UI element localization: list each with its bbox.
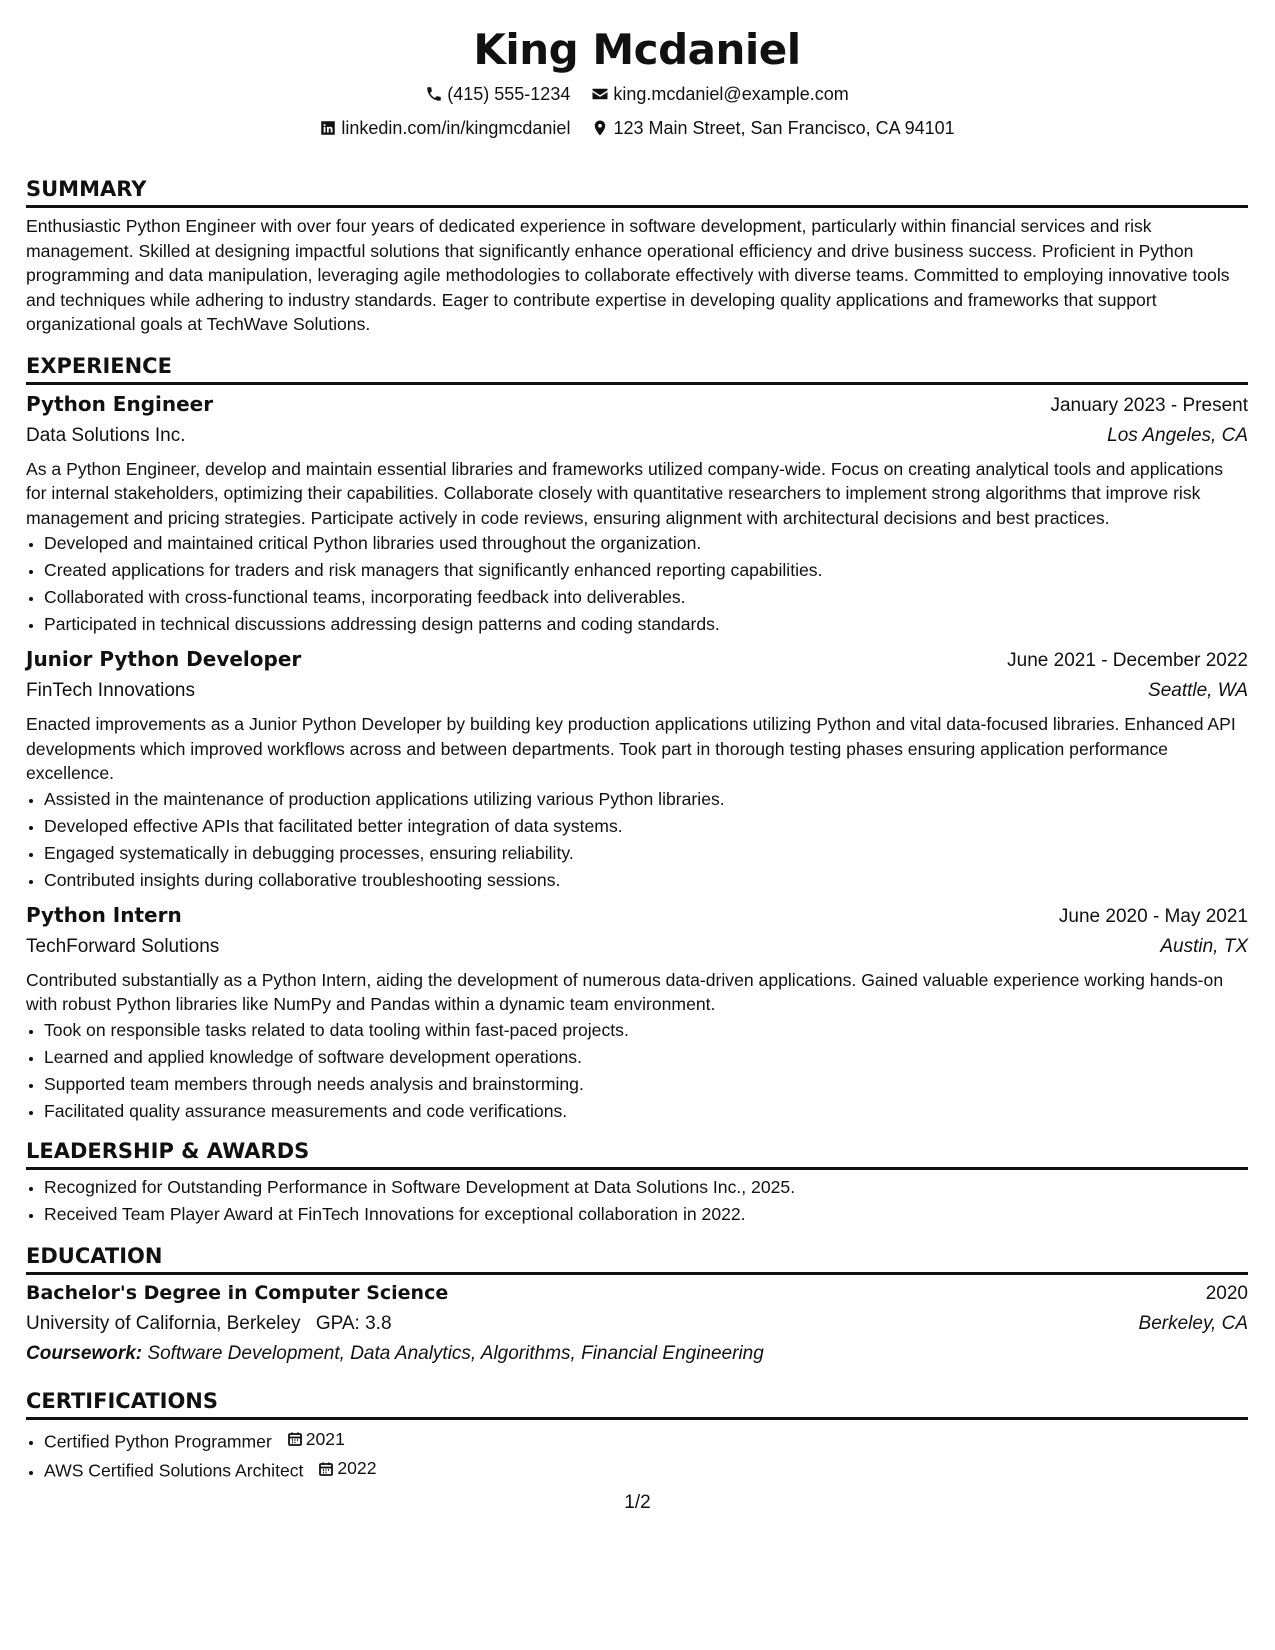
job-entry: [26, 644, 1248, 894]
summary-heading: SUMMARY: [26, 175, 1248, 208]
job-title: Python Intern: [26, 902, 182, 927]
list-item: • Received Team Player Award at FinTech Innovations for exceptional collaboration in 2022.: [44, 1201, 1248, 1228]
certification-year: 2022: [337, 1458, 377, 1478]
job-location: Austin, TX: [1160, 935, 1248, 957]
certifications-section: [26, 1387, 1248, 1485]
phone-icon: [425, 85, 443, 103]
job-bullets: [26, 786, 1248, 894]
envelope-icon: [591, 85, 609, 103]
list-item: • Facilitated quality assurance measurements and code verifications.: [44, 1098, 1248, 1125]
email-address[interactable]: king.mcdaniel@example.com: [613, 84, 849, 104]
linkedin-url[interactable]: linkedin.com/in/kingmcdaniel: [341, 118, 571, 138]
list-item: • Assisted in the maintenance of production applications utilizing various Python libraries.: [44, 786, 1248, 813]
coursework-list: Software Development, Data Analytics, Algorithms, Financial Engineering: [147, 1342, 764, 1364]
summary-text: Enthusiastic Python Engineer with over four years of dedicated experience in software development, particularly within financial services and risk management. Skilled at designing impactful solutions that significantly enhance operational efficiency and drive business success. Proficient in Python programming and data manipulation, leveraging agile methodologies to collaborate effectively with diverse teams. Committed to employing innovative tools and techniques while adhering to industry standards. Eager to contribute expertise in developing quality applications and frameworks that support organizational goals at TechWave Solutions.: [26, 216, 1230, 334]
list-item: [44, 1455, 1248, 1485]
company-name: TechForward Solutions: [26, 935, 220, 957]
experience-section: [26, 352, 1248, 1125]
graduation-year: 2020: [1205, 1282, 1248, 1304]
phone-number: (415) 555-1234: [447, 84, 571, 104]
job-location: Los Angeles, CA: [1107, 424, 1248, 446]
list-item: • Developed and maintained critical Python libraries used throughout the organization.: [44, 530, 1248, 557]
education-section: [26, 1242, 1248, 1369]
job-title: Junior Python Developer: [26, 647, 302, 671]
list-item: • Participated in technical discussions addressing design patterns and coding standards.: [44, 611, 1248, 638]
contact-line-2: [26, 116, 1248, 143]
job-title: Python Engineer: [26, 391, 214, 416]
education-heading: EDUCATION: [26, 1242, 1248, 1275]
school-name: University of California, Berkeley: [26, 1312, 301, 1334]
list-item: • Took on responsible tasks related to data tooling within fast-paced projects.: [44, 1017, 1248, 1044]
linkedin-contact[interactable]: [319, 116, 570, 140]
list-item: [44, 1426, 1248, 1456]
address-contact: [591, 116, 954, 140]
list-item: • Collaborated with cross-functional teams, incorporating feedback into deliverables.: [44, 584, 1248, 611]
list-item: • Learned and applied knowledge of software development operations.: [44, 1044, 1248, 1071]
page-number: 1/2: [624, 1492, 651, 1513]
job-description: Enacted improvements as a Junior Python Developer by building key production applications utilizing Python and vital data-focused libraries. Enhanced API developments which improved workflows across and between departments. Took part in thorough testing phases ensuring application performance excellence.: [26, 714, 1236, 783]
list-item: • Created applications for traders and risk managers that significantly enhanced reporting capabilities.: [44, 557, 1248, 584]
leadership-section: [26, 1137, 1248, 1228]
list-item: • Contributed insights during collaborative troubleshooting sessions.: [44, 867, 1248, 894]
list-item: • Engaged systematically in debugging processes, ensuring reliability.: [44, 840, 1248, 867]
job-description: Contributed substantially as a Python Intern, aiding the development of numerous data-driven applications. Gained valuable experience working hands-on with robust Python libraries like NumPy and Pandas within a dynamic team environment.: [26, 969, 1224, 1014]
contact-line-1: [26, 82, 1248, 109]
email-contact[interactable]: [591, 82, 848, 106]
resume-header: [26, 24, 1248, 143]
awards-list: [26, 1174, 1248, 1228]
linkedin-icon: [319, 119, 337, 137]
certification-name: Certified Python Programmer: [44, 1431, 272, 1451]
company-name: FinTech Innovations: [26, 680, 195, 701]
company-name: Data Solutions Inc.: [26, 424, 186, 446]
certification-year: 2021: [305, 1428, 345, 1449]
gpa: GPA: 3.8: [315, 1312, 392, 1334]
job-entry: [26, 900, 1248, 1125]
coursework-label: Coursework:: [26, 1342, 143, 1364]
summary-section: [26, 175, 1248, 337]
job-dates: June 2020 - May 2021: [1058, 905, 1248, 927]
phone-contact: [425, 82, 570, 106]
job-description: As a Python Engineer, develop and maintain essential libraries and frameworks utilized company-wide. Focus on creating analytical tools and applications for internal stakeholders, optimizing their capabilities. Collaborate closely with quantitative researchers to implement strong algorithms that improve risk management and pricing strategies. Participate actively in code reviews, ensuring alignment with architectural decisions and best practices.: [26, 458, 1224, 528]
job-location: Seattle, WA: [1148, 680, 1248, 701]
leadership-heading: LEADERSHIP & AWARDS: [26, 1137, 1248, 1170]
map-pin-icon: [591, 119, 609, 137]
candidate-name: King Mcdaniel: [473, 25, 801, 74]
job-dates: January 2023 - Present: [1050, 394, 1248, 416]
job-entry: [26, 389, 1248, 639]
calendar-icon: [287, 1431, 303, 1447]
calendar-icon: [318, 1461, 334, 1477]
certifications-list: [26, 1426, 1248, 1485]
coursework: [26, 1339, 1248, 1369]
list-item: • Recognized for Outstanding Performance in Software Development at Data Solutions Inc., 2025.: [44, 1174, 1248, 1201]
list-item: • Supported team members through needs analysis and brainstorming.: [44, 1071, 1248, 1098]
resume-page: [26, 0, 1248, 1485]
experience-heading: EXPERIENCE: [26, 352, 1248, 385]
street-address: 123 Main Street, San Francisco, CA 94101: [613, 118, 955, 138]
certifications-heading: CERTIFICATIONS: [26, 1387, 1248, 1420]
degree-name: Bachelor's Degree in Computer Science: [26, 1281, 449, 1304]
job-bullets: [26, 530, 1248, 638]
job-dates: June 2021 - December 2022: [1007, 650, 1248, 671]
certification-name: AWS Certified Solutions Architect: [44, 1460, 304, 1481]
job-bullets: [26, 1017, 1248, 1125]
list-item: • Developed effective APIs that facilitated better integration of data systems.: [44, 813, 1248, 840]
school-location: Berkeley, CA: [1138, 1312, 1248, 1334]
